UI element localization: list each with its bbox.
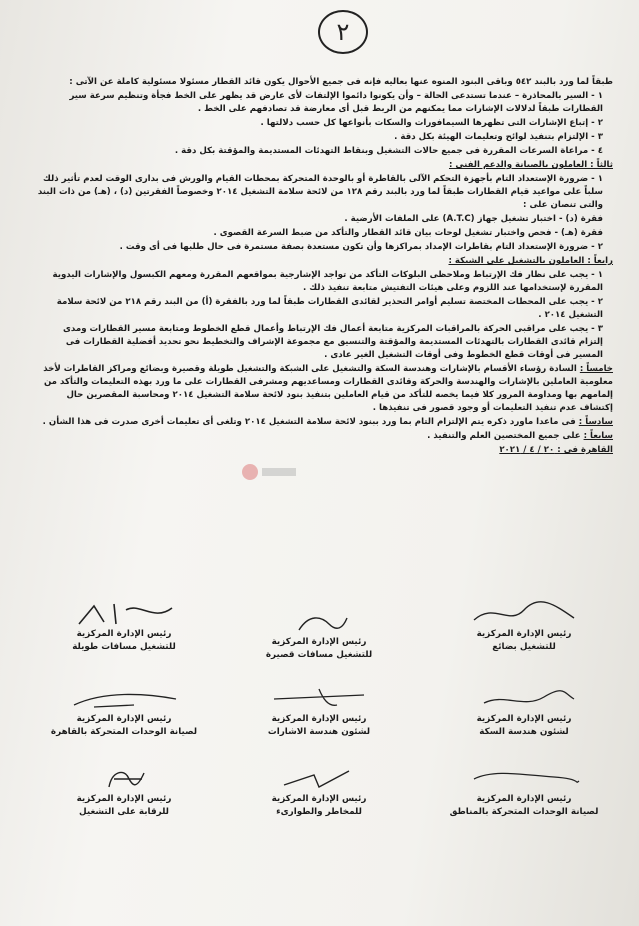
handwritten-signature-icon	[64, 600, 184, 628]
signature-short-distance: رئيس الإدارة المركزية للتشغيل مسافات قصيرة	[224, 608, 414, 662]
section5-paragraph	[36, 363, 613, 415]
handwritten-signature-icon	[464, 685, 584, 713]
signature-operations-control: رئيس الإدارة المركزية للرقابة على التشغيل	[29, 765, 219, 819]
handwritten-signature-icon	[64, 685, 184, 713]
section4-item: ٣ - يجب على مراقبى الحركة بالمراقبات المركزية متابعة أعمال فك الإرتباط وأعمال قطع الخطوط ومتابعة مسير القطارات ومدى إلتزام قائدى القطارات بالتهدئات المستديمة والمؤقتة والتنسيق مع مجموعة الإشراف والتخطيط نحو تحديد أفضلية القطارات فى المسير فى أوقات قطع الخطوط وفى أوقات التشغيل الغير عادى .	[63, 324, 603, 360]
signature-long-distance: رئيس الإدارة المركزية للتشغيل مسافات طويلة	[29, 600, 219, 654]
section4-heading: رابعاً : العاملون بالتشغيل على الشبكة :	[448, 256, 613, 266]
signature-track-engineering: رئيس الإدارة المركزية لشئون هندسة السكة	[429, 685, 619, 739]
section7-paragraph	[36, 430, 613, 443]
section3-item: ٢ - ضرورة الإستعداد التام بقاطرات الإمداد بمراكزها وأن تكون مستعدة بصفة مستمرة فى حال طلبها فى أى وقت .	[119, 242, 603, 252]
intro-paragraph: طبقاً لما ورد بالبند ٥٤٢ وباقى البنود المنوه عنها بعاليه فإنه فى جميع الأحوال يكون قائد القطار مسئولا مسئولية كاملة عن الآتى :	[69, 77, 613, 87]
handwritten-signature-icon	[464, 600, 584, 628]
section3-heading: ثالثاً : العاملون بالصيانة والدعم الفنى :	[448, 160, 613, 170]
signature-risk-emergency: رئيس الإدارة المركزية للمخاطر والطوارىء	[224, 765, 414, 819]
driver-item: ٣ - الإلتزام بتنفيذ لوائح وتعليمات الهيئة بكل دقة .	[394, 132, 603, 142]
signature-rolling-stock-cairo: رئيس الإدارة المركزية لصيانة الوحدات المتحركة بالقاهرة	[29, 685, 219, 739]
handwritten-signature-icon	[259, 685, 379, 713]
section5-text: السادة رؤساء الأقسام بالإشارات وهندسة السكة والتشغيل على الشبكة والتشغيل طويلة وقصيرة وبضائع ومراكز القاطرات لأخذ معلومية العاملين بالإشارات والهندسة والحركة وقائدى القطارات ومساعديهم ومشرفى القطارات على ما ورد بهذه التعليمات والتأكد من إلمامهم بها ومداومة المرور كلا فيما يخصه للتأكد من قيام العاملين بتنفيذ بنود لائحة سلامة التشغيل ٢٠١٤ ومحاسبة المقصرين حال إكتشاف عدم تنفيذ التعليمات أو وجود قصور فى تنفيذها .	[43, 364, 613, 413]
section3-item: فقرة (هـ) - فحص واختبار تشغيل لوحات بيان قائد القطار والتأكد من ضبط السرعة القصوى .	[213, 228, 603, 238]
section5-heading: خامساً :	[579, 364, 613, 374]
handwritten-signature-icon	[464, 765, 584, 793]
signature-rolling-stock-regions: رئيس الإدارة المركزية لصيانة الوحدات المتحركة بالمناطق	[429, 765, 619, 819]
section7-text: على جميع المختصين العلم والتنفيذ .	[427, 431, 581, 441]
section3-item: ١ - ضرورة الإستعداد التام بأجهزة التحكم الآلى بالقاطرة أو بالوحدة المتحركة بمحطات القيام والورش فى بدارى الوقت لعدم تأثير ذلك سلباً على مواعيد قيام القطارات طبقاً لما ورد بالبند رقم ١٢٨ من لائحة سلامة التشغيل ٢٠١٤ وخصوصاً الفقرتين (د) ، (هـ) من ذات البند والتى تنصان على :	[37, 174, 603, 210]
section6-text: فى ماعدا ماورد ذكره يتم الإلتزام التام بما ورد ببنود لائحة سلامة التشغيل ٢٠١٤ وتلغى أى تعليمات أخرى صدرت فى هذا الشأن .	[42, 417, 576, 427]
section4-item: ٢ - يجب على المحطات المختصة تسليم أوامر التحذير لقائدى القطارات طبقاً لما ورد بالفقرة (أ) من البند رقم ٢١٨ من لائحة سلامة التشغيل ٢٠١٤ .	[56, 297, 603, 320]
document-body	[36, 76, 613, 458]
handwritten-signature-icon	[259, 608, 379, 636]
page-number: ٢	[318, 10, 368, 54]
driver-item: ١ - السير بالمحاذرة – عندما تستدعى الحالة – وأن يكونوا دائموا الإلتفات لأى عارض قد يظهر على الخط فجأة وتنظيم سرعة سير القطارات طبقاً لدلالات الإشارات مما يمكنهم من الربط قبل أى معارضة قد تصادفهم على الخط .	[69, 91, 603, 114]
section6-paragraph	[36, 416, 613, 429]
handwritten-signature-icon	[64, 765, 184, 793]
signature-freight: رئيس الإدارة المركزية للتشغيل بضائع	[429, 600, 619, 654]
watermark-logo-icon	[240, 462, 300, 482]
signature-block	[20, 600, 619, 840]
section3-item: فقرة (د) - اختبار تشغيل جهاز (A.T.C) على الملفات الأرضية .	[344, 214, 603, 224]
driver-item: ٢ - إتباع الإشارات التى تظهرها السيمافورات والسكات بأنواعها كل حسب دلالتها .	[260, 118, 603, 128]
signature-signals-engineering: رئيس الإدارة المركزية لشئون هندسة الاشارات	[224, 685, 414, 739]
section7-heading: سابعاً :	[583, 431, 613, 441]
driver-item: ٤ - مراعاة السرعات المقررة فى جميع حالات التشغيل وبنقاط التهدئات المستديمة والمؤقتة بكل دقة .	[174, 146, 603, 156]
section4-item: ١ - يجب على نظار فك الإرتباط وملاحظى البلوكات التأكد من تواجد الإشارجية بمواقعهم المقررة ومعهم الكبسول والإشارات اليدوية المقررة لإستخدامها عند اللزوم وعلى هيئات التفتيش متابعة تنفيذ ذلك .	[52, 270, 603, 293]
section6-heading: سادساً :	[578, 417, 613, 427]
handwritten-signature-icon	[259, 765, 379, 793]
date-line: القاهرة فى : ٢٠ / ٤ / ٢٠٢١	[499, 445, 613, 455]
